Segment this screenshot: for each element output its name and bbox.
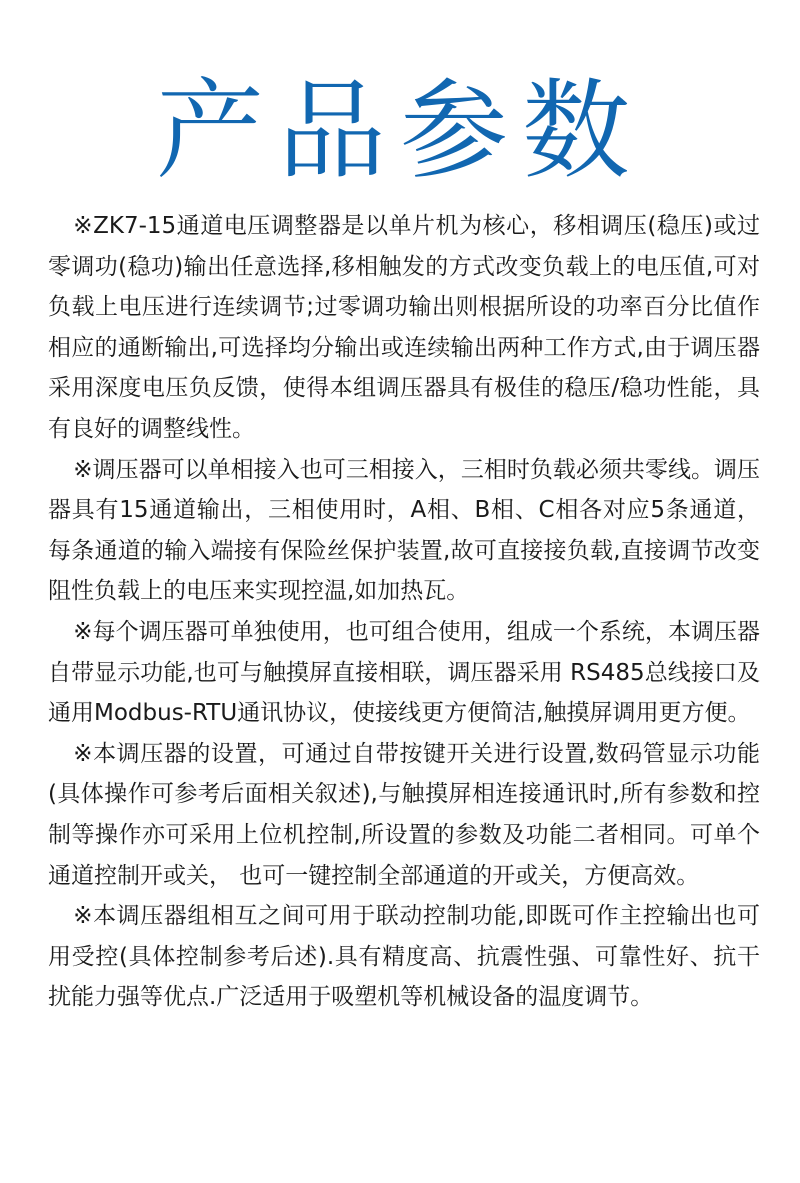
paragraph-phase-connection: ※调压器可以单相接入也可三相接入，三相时负载必须共零线。调压器具有15通道输出，三相使用时，A相、B相、C相各对应5条通道，每条通道的输入端接有保险丝保护装置,故可直接接负载,直接调节改变阻性负载上的电压来实现控温,如加热瓦。 [48,456,760,605]
paragraph-communication: ※每个调压器可单独使用，也可组合使用，组成一个系统，本调压器自带显示功能,也可与触摸屏直接相联，调压器采用 RS485总线接口及通用Modbus-RTU通讯协议，使接线更方便简洁,触摸屏调用更方便。 [48,618,760,727]
paragraph-linkage-control: ※本调压器组相互之间可用于联动控制功能,即既可作主控输出也可用受控(具体控制参考后述).具有精度高、抗震性强、可靠性好、抗干扰能力强等优点.广泛适用于吸塑机等机械设备的温度调节。 [48,903,760,1011]
paragraph-settings: ※本调压器的设置，可通过自带按键开关进行设置,数码管显示功能(具体操作可参考后面相关叙述),与触摸屏相连接通讯时,所有参数和控制等操作亦可采用上位机控制,所设置的参数及功能二者相同。可单个通道控制开或关， 也可一键控制全部通道的开或关，方便高效。 [48,740,760,889]
paragraph-overview: ※ZK7-15通道电压调整器是以单片机为核心，移相调压(稳压)或过零调功(稳功)输出任意选择,移相触发的方式改变负载上的电压值,可对负载上电压进行连续调节;过零调功输出则根据所设的功率百分比值作相应的通断输出,可选择均分输出或连续输出两种工作方式,由于调压器采用深度电压负反馈，使得本组调压器具有极佳的稳压/稳功性能，具有良好的调整线性。 [48,213,760,442]
page-title: 产品参数 [155,69,644,194]
parameter-description [48,206,760,1018]
